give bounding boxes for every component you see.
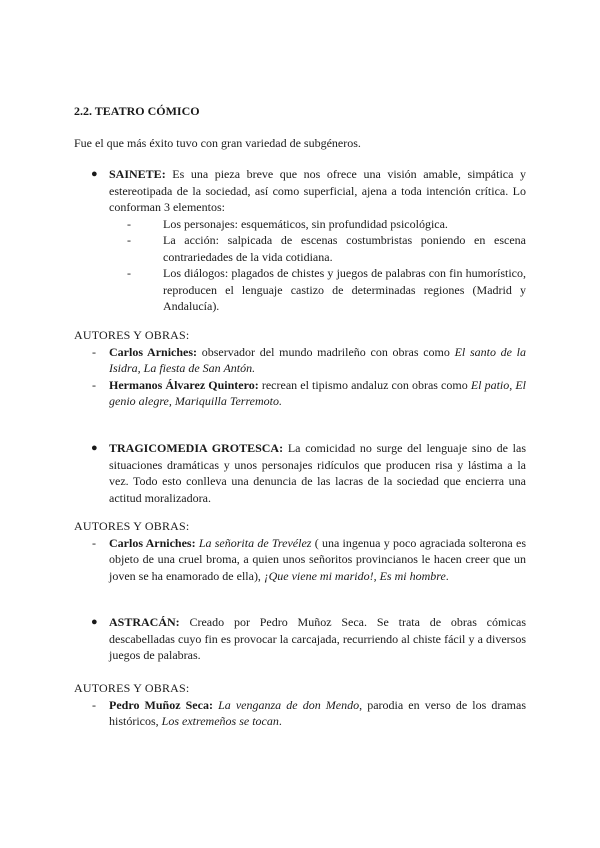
genre-item-astracan	[74, 614, 526, 664]
bullet-dot-icon: ●	[91, 616, 98, 628]
list-item: - La acción: salpicada de escenas costumbristas poniendo en escena contrariedades de la vida cotidiana.	[109, 232, 526, 265]
tragicomedia-authors	[74, 518, 526, 584]
genre-item-tragicomedia	[74, 440, 526, 506]
genre-name: ASTRACÁN:	[109, 615, 180, 629]
sainete-section	[74, 166, 526, 315]
sainete-authors	[74, 327, 526, 410]
dash-icon: -	[127, 266, 131, 280]
authors-heading: AUTORES Y OBRAS:	[74, 328, 190, 342]
author-item: - Pedro Muñoz Seca: La venganza de don Mendo, parodia en verso de los dramas históricos, Los extremeños se tocan.	[74, 697, 526, 730]
dash-icon: -	[127, 216, 131, 231]
genre-name: SAINETE:	[109, 167, 166, 181]
author-item: - Carlos Arniches: La señorita de Trevélez ( una ingenua y poco agraciada solterona es objeto de una cruel broma, a quien unos señoritos provincianos le hacen creer que un joven se ha enamorado de ella), ¡Que viene mi marido!, Es mi hombre.	[74, 535, 526, 585]
dash-icon: -	[92, 697, 96, 712]
genre-description: Es una pieza breve que nos ofrece una visión amable, simpática y estereotipada de la sociedad, así como superficial, ajena a toda intención crítica. Lo conforman 3 elementos:	[109, 167, 526, 214]
bullet-dot-icon: ●	[91, 442, 98, 454]
element-list	[109, 216, 526, 315]
dash-icon: -	[127, 233, 131, 247]
authors-list	[74, 535, 526, 585]
bullet-dot-icon: ●	[91, 168, 98, 180]
dash-icon: -	[92, 535, 96, 550]
tragicomedia-section	[74, 440, 526, 506]
list-item: - Los personajes: esquemáticos, sin profundidad psicológica.	[109, 216, 526, 233]
section-title: 2.2. TEATRO CÓMICO	[74, 104, 200, 118]
authors-heading: AUTORES Y OBRAS:	[74, 681, 190, 695]
intro-paragraph: Fue el que más éxito tuvo con gran variedad de subgéneros.	[74, 136, 361, 150]
author-item: - Carlos Arniches: observador del mundo madrileño con obras como El santo de la Isidra, La fiesta de San Antón.	[74, 344, 526, 377]
dash-icon: -	[92, 344, 96, 359]
list-item: - Los diálogos: plagados de chistes y juegos de palabras con fin humorístico, reproducen el lenguaje castizo de determinadas regiones (Madrid y Andalucía).	[109, 265, 526, 315]
author-item: - Hermanos Álvarez Quintero: recrean el tipismo andaluz con obras como El patio, El genio alegre, Mariquilla Terremoto.	[74, 377, 526, 410]
astracan-section	[74, 614, 526, 664]
genre-description: Creado por Pedro Muñoz Seca. Se trata de obras cómicas descabelladas cuyo fin es provocar la carcajada, recurriendo al chiste fácil y a diversos juegos de palabras.	[109, 615, 526, 662]
genre-name: TRAGICOMEDIA GROTESCA:	[109, 441, 284, 455]
genre-description: La comicidad no surge del lenguaje sino de las situaciones dramáticas y unos personajes ridículos que producen risa y lástima a la vez. Todo esto conlleva una denuncia de las lacras de la sociedad que encierra una actitud moralizadora.	[109, 441, 527, 505]
genre-item-sainete	[74, 166, 526, 315]
dash-icon: -	[92, 377, 96, 392]
authors-list	[74, 697, 526, 730]
astracan-authors	[74, 680, 526, 730]
authors-list	[74, 344, 526, 410]
authors-heading: AUTORES Y OBRAS:	[74, 519, 190, 533]
